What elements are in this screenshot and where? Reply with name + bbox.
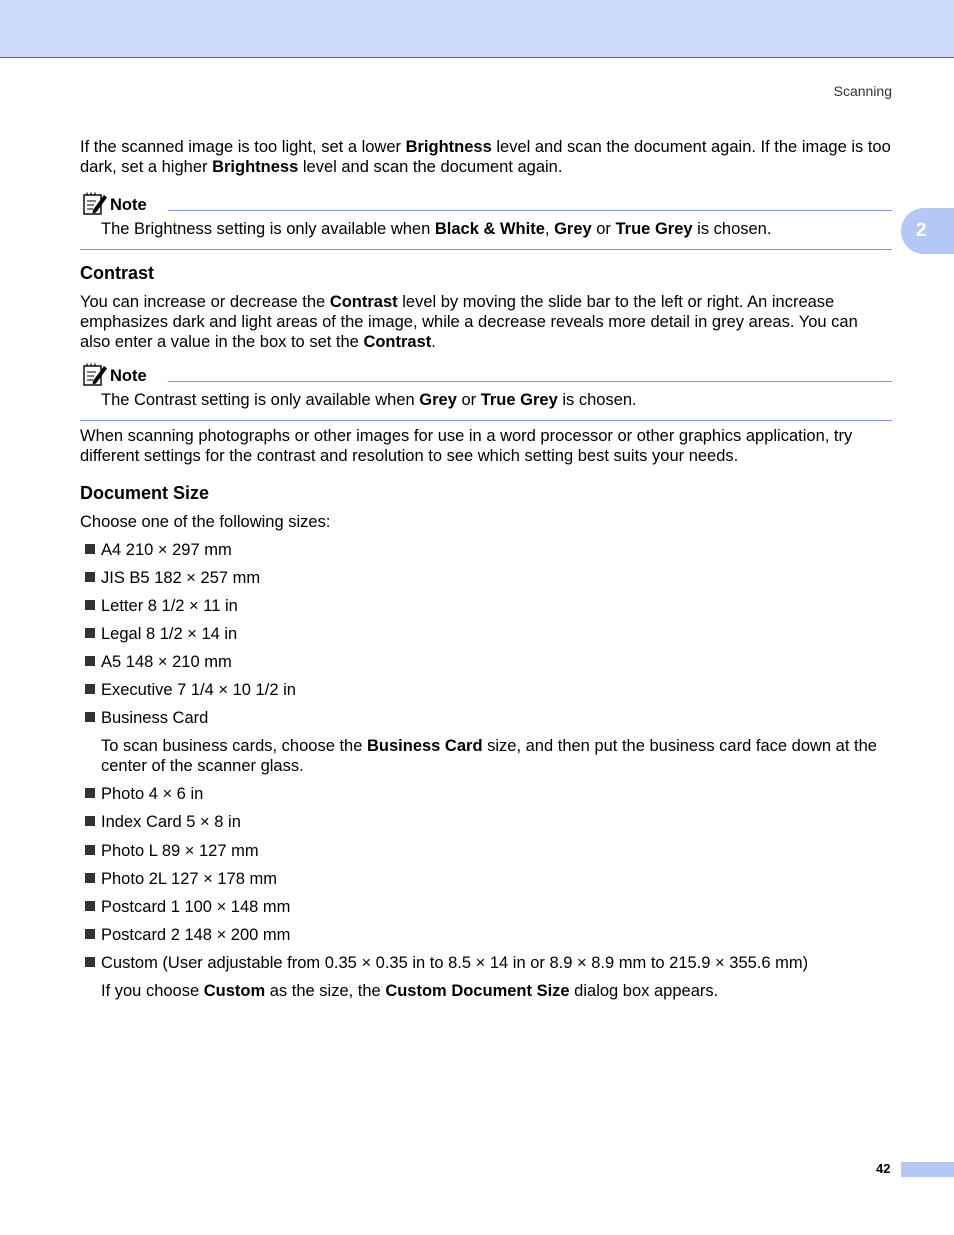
- note-bottom-rule: [80, 420, 892, 421]
- contrast-heading: Contrast: [80, 263, 155, 283]
- document-size-intro: Choose one of the following sizes:: [80, 513, 331, 531]
- list-item: Custom (User adjustable from 0.35 × 0.35 in to 8.5 × 14 in or 8.9 × 8.9 mm to 215.9 × 355.6 mm): [85, 953, 890, 973]
- list-item: Photo 4 × 6 in: [85, 784, 890, 804]
- list-item: Legal 8 1/2 × 14 in: [85, 624, 890, 644]
- list-item: A5 148 × 210 mm: [85, 652, 890, 672]
- list-item: A4 210 × 297 mm: [85, 540, 890, 560]
- list-item: Executive 7 1/4 × 10 1/2 in: [85, 680, 890, 700]
- list-item: JIS B5 182 × 257 mm: [85, 568, 890, 588]
- page-number: 42: [876, 1161, 891, 1176]
- bullet-square-icon: [85, 845, 95, 855]
- note-top-rule: [168, 381, 892, 382]
- note-pencil-icon: [82, 192, 108, 216]
- note-label: Note: [110, 367, 147, 385]
- bullet-square-icon: [85, 873, 95, 883]
- list-item: Photo L 89 × 127 mm: [85, 841, 890, 861]
- note-header: [80, 363, 892, 389]
- section-title: Scanning: [833, 83, 892, 99]
- bullet-square-icon: [85, 901, 95, 911]
- bullet-square-icon: [85, 712, 95, 722]
- bullet-square-icon: [85, 816, 95, 826]
- list-item: Letter 8 1/2 × 11 in: [85, 596, 890, 616]
- bullet-square-icon: [85, 628, 95, 638]
- contrast-note-text: The Contrast setting is only available when Grey or True Grey is chosen.: [101, 391, 637, 409]
- bullet-square-icon: [85, 957, 95, 967]
- bullet-square-icon: [85, 572, 95, 582]
- note-label: Note: [110, 196, 147, 214]
- bullet-square-icon: [85, 544, 95, 554]
- list-item: Postcard 1 100 × 148 mm: [85, 897, 890, 917]
- document-size-heading: Document Size: [80, 483, 210, 503]
- bullet-square-icon: [85, 929, 95, 939]
- brightness-paragraph: If the scanned image is too light, set a lower Brightness level and scan the document again. If the image is too dark, set a higher Brightness level and scan the document again.: [80, 138, 891, 176]
- custom-size-note: If you choose Custom as the size, the Custom Document Size dialog box appears.: [101, 982, 719, 1000]
- page-number-bar: [901, 1162, 954, 1177]
- bullet-square-icon: [85, 600, 95, 610]
- chapter-tab: 2: [901, 208, 954, 254]
- brightness-note-text: The Brightness setting is only available when Black & White, Grey or True Grey is chosen.: [101, 220, 772, 238]
- list-item: Postcard 2 148 × 200 mm: [85, 925, 890, 945]
- header-band: [0, 0, 954, 58]
- list-item: Business Card: [85, 708, 890, 728]
- list-item: Index Card 5 × 8 in: [85, 812, 890, 832]
- bullet-square-icon: [85, 656, 95, 666]
- bullet-square-icon: [85, 788, 95, 798]
- note-bottom-rule: [80, 249, 892, 250]
- note-header: [80, 192, 892, 218]
- list-item: Photo 2L 127 × 178 mm: [85, 869, 890, 889]
- note-pencil-icon: [82, 363, 108, 387]
- bullet-square-icon: [85, 684, 95, 694]
- note-top-rule: [168, 210, 892, 211]
- business-card-note: To scan business cards, choose the Business Card size, and then put the business card face down at the center of the scanner glass.: [101, 737, 877, 775]
- contrast-paragraph: You can increase or decrease the Contrast level by moving the slide bar to the left or right. An increase emphasizes dark and light areas of the image, while a decrease reveals more detail in grey areas. You can also enter a value in the box to set the Contrast.: [80, 293, 858, 351]
- photo-settings-paragraph: When scanning photographs or other images for use in a word processor or other graphics application, try different settings for the contrast and resolution to see which setting best suits your needs.: [80, 427, 853, 465]
